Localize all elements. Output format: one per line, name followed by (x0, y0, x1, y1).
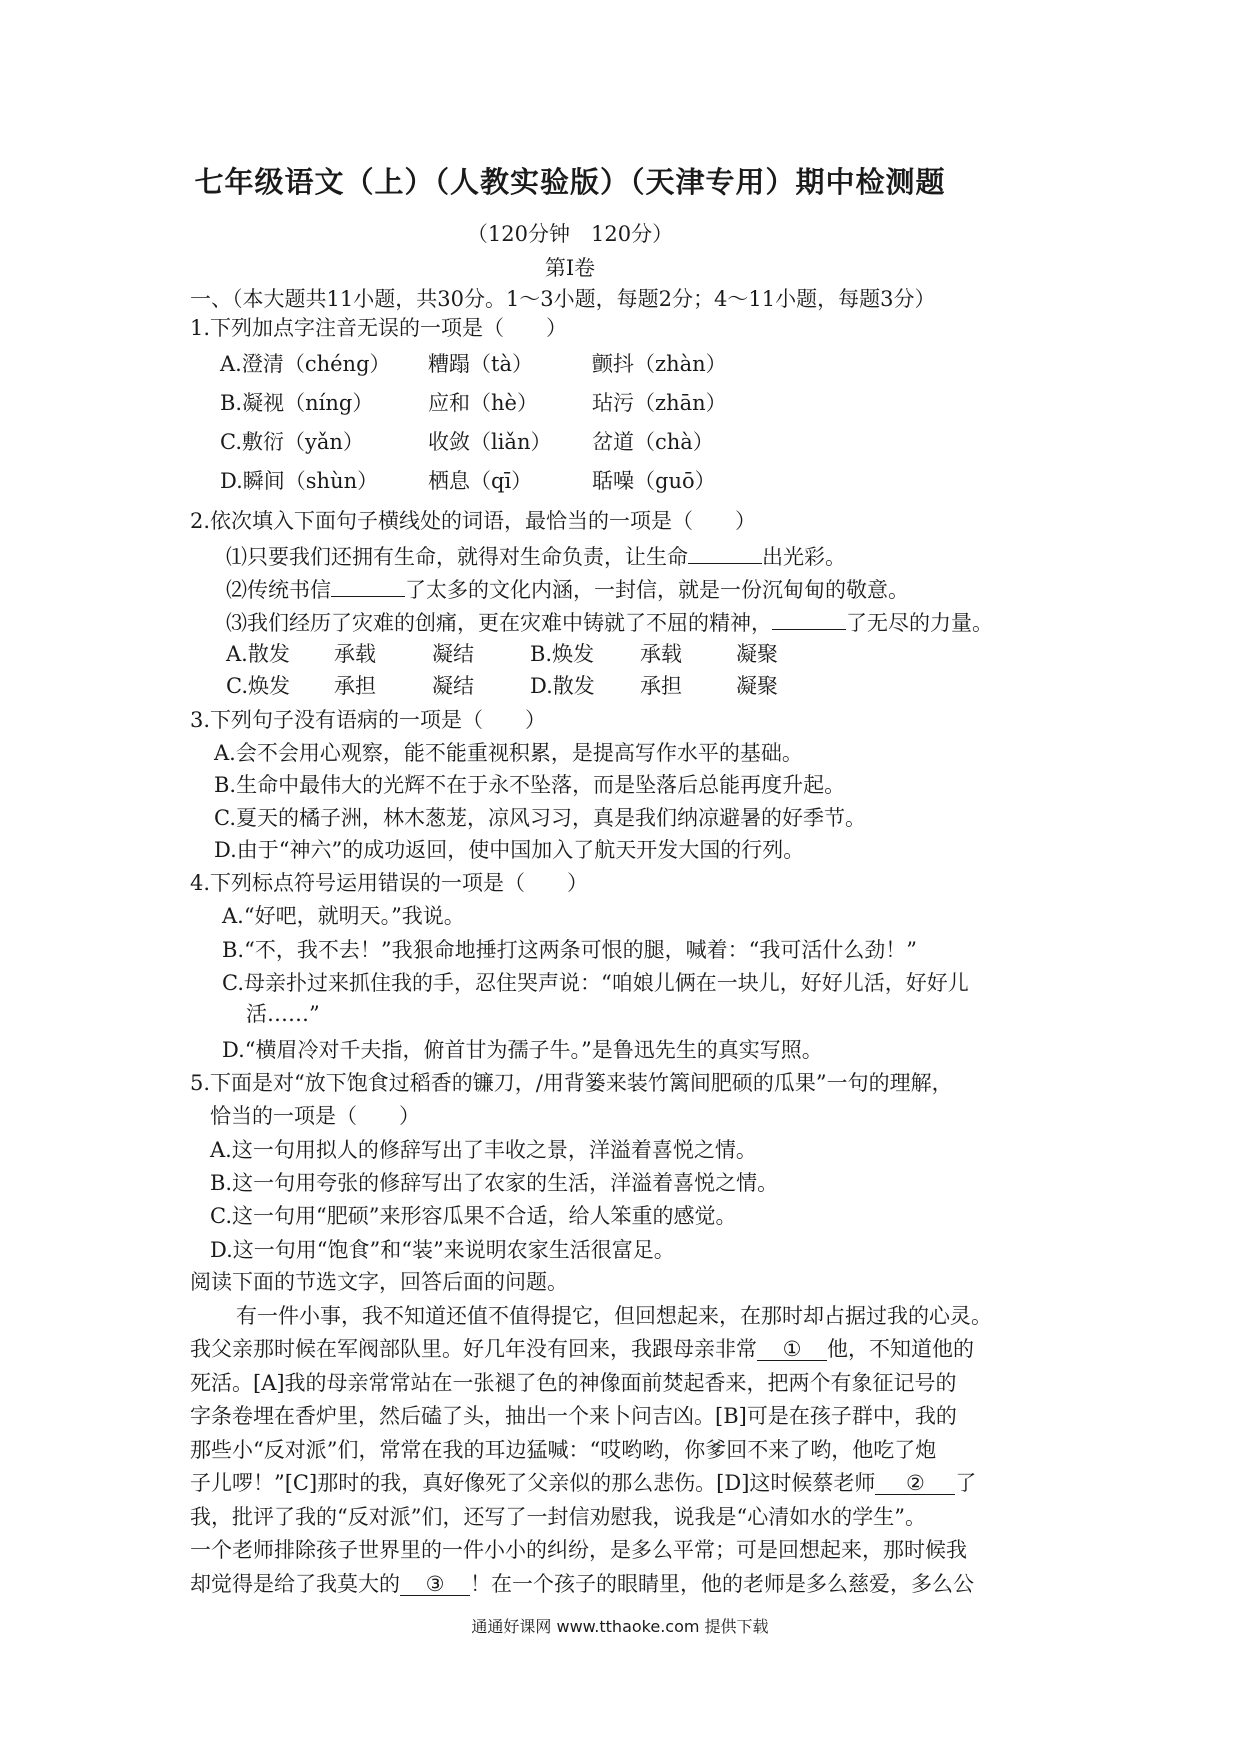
passage-line-8: 一个老师排除孩子世界里的一件小小的纠纷，是多么平常；可是回想起来，那时候我 (190, 1538, 967, 1562)
q2-opt-a1: A.散发 (226, 642, 290, 666)
fill-blank (688, 545, 762, 564)
page-footer: 通通好课网 www.tthaoke.com 提供下载 (471, 1617, 769, 1636)
q2-opt-d3: 凝聚 (736, 674, 778, 698)
q5-option-c: C.这一句用“肥硕”来形容瓜果不合适，给人笨重的感觉。 (210, 1204, 737, 1228)
q2-s3-before: ⑶我们经历了灾难的创痛，更在灾难中铸就了不屈的精神， (226, 611, 772, 635)
q2-opt-d1: D.散发 (530, 674, 595, 698)
q3-option-a: A.会不会用心观察，能不能重视积累，是提高写作水平的基础。 (214, 741, 803, 765)
blank-1: ① (757, 1339, 827, 1361)
q1-row-a-col2: 糟蹋（tà） (428, 352, 533, 376)
q3-option-d: D.由于“神六”的成功返回，使中国加入了航天开发大国的行列。 (214, 838, 805, 862)
blank-3: ③ (400, 1574, 470, 1596)
section-heading: 一、（本大题共11小题，共30分。1～3小题，每题2分；4～11小题，每题3分） (190, 287, 936, 311)
passage-line-2 (190, 1339, 974, 1361)
passage-text: 他，不知道他的 (827, 1337, 974, 1361)
q1-row-c-col1: C.敷衍（yǎn） (220, 430, 364, 454)
q2-opt-c2: 承担 (334, 674, 376, 698)
q2-s2-after: 了太多的文化内涵，一封信，就是一份沉甸甸的敬意。 (405, 578, 909, 602)
question-5-stem: 5.下面是对“放下饱食过稻香的镰刀，/用背篓来装竹篱间肥硕的瓜果”一句的理解， (190, 1071, 953, 1095)
q1-row-a-col1: A.澄清（chéng） (220, 352, 391, 376)
fill-blank (772, 611, 846, 630)
passage-text: 子儿啰！”[C]那时的我，真好像死了父亲似的那么悲伤。[D]这时候蔡老师 (190, 1471, 876, 1495)
fill-blank (331, 578, 405, 597)
passage-line-3: 死活。[A]我的母亲常常站在一张褪了色的神像面前焚起香来，把两个有象征记号的 (190, 1371, 957, 1395)
q5-option-d: D.这一句用“饱食”和“装”来说明农家生活很富足。 (210, 1238, 675, 1262)
q1-row-d-col3: 聒噪（guō） (592, 469, 716, 493)
q1-row-b-col1: B.凝视（níng） (220, 391, 374, 415)
q2-opt-b3: 凝聚 (736, 642, 778, 666)
passage-line-7: 我，批评了我的“反对派”们，还写了一封信劝慰我，说我是“心清如水的学生”。 (190, 1505, 926, 1529)
q1-row-c-col2: 收敛（liǎn） (428, 430, 552, 454)
q2-s3-after: 了无尽的力量。 (846, 611, 993, 635)
passage-line-1: 有一件小事，我不知道还值不值得提它，但回想起来，在那时却占据过我的心灵。 (236, 1304, 992, 1328)
q1-row-c-col3: 岔道（chà） (592, 430, 714, 454)
q2-s1-after: 出光彩。 (762, 545, 846, 569)
question-4-stem: 4.下列标点符号运用错误的一项是（ ） (190, 871, 589, 895)
q4-option-b: B.“不，我不去！”我狠命地捶打这两条可恨的腿，喊着：“我可活什么劲！” (222, 938, 918, 962)
q1-row-d-col2: 栖息（qī） (428, 469, 533, 493)
page-title: 七年级语文（上）（人教实验版）（天津专用）期中检测题 (194, 165, 946, 199)
passage-line-6 (190, 1473, 976, 1495)
q2-sentence-1 (226, 545, 846, 568)
q1-row-d-col1: D.瞬间（shùn） (220, 469, 379, 493)
passage-line-4: 字条卷埋在香炉里，然后磕了头，抽出一个来卜问吉凶。[B]可是在孩子群中，我的 (190, 1404, 957, 1428)
q3-option-b: B.生命中最伟大的光辉不在于永不坠落，而是坠落后总能再度升起。 (214, 773, 846, 797)
q2-opt-d2: 承担 (640, 674, 682, 698)
question-3-stem: 3.下列句子没有语病的一项是（ ） (190, 708, 547, 732)
passage-text: 我父亲那时候在军阀部队里。好几年没有回来，我跟母亲非常 (190, 1337, 757, 1361)
q5-option-a: A.这一句用拟人的修辞写出了丰收之景，洋溢着喜悦之情。 (210, 1138, 757, 1162)
q2-s1-before: ⑴只要我们还拥有生命，就得对生命负责，让生命 (226, 545, 688, 569)
q2-s2-before: ⑵传统书信 (226, 578, 331, 602)
q4-option-a: A.“好吧，就明天。”我说。 (222, 904, 465, 928)
reading-intro: 阅读下面的节选文字，回答后面的问题。 (190, 1270, 568, 1294)
q2-opt-c1: C.焕发 (226, 674, 290, 698)
passage-text: ！在一个孩子的眼睛里，他的老师是多么慈爱，多么公 (470, 1572, 974, 1596)
q2-opt-b1: B.焕发 (530, 642, 595, 666)
exam-duration-score: （120分钟 120分） (466, 222, 674, 246)
passage-line-9 (190, 1574, 974, 1596)
q4-option-c-cont: 活……” (246, 1002, 320, 1026)
q2-opt-a2: 承载 (334, 642, 376, 666)
blank-2: ② (875, 1473, 955, 1495)
q2-sentence-3 (226, 611, 993, 634)
q3-option-c: C.夏天的橘子洲，林木葱茏，凉风习习，真是我们纳凉避暑的好季节。 (214, 806, 866, 830)
question-1-stem: 1.下列加点字注音无误的一项是（ ） (190, 316, 568, 340)
q2-opt-c3: 凝结 (432, 674, 474, 698)
q1-row-b-col2: 应和（hè） (428, 391, 538, 415)
passage-line-5: 那些小“反对派”们，常常在我的耳边猛喊：“哎哟哟，你爹回不来了哟，他吃了炮 (190, 1438, 937, 1462)
q4-option-d: D.“横眉冷对千夫指，俯首甘为孺子牛。”是鲁迅先生的真实写照。 (222, 1038, 823, 1062)
question-2-stem: 2.依次填入下面句子横线处的词语，最恰当的一项是（ ） (190, 509, 757, 533)
q1-row-a-col3: 颤抖（zhàn） (592, 352, 727, 376)
passage-text: 却觉得是给了我莫大的 (190, 1572, 400, 1596)
q2-opt-a3: 凝结 (432, 642, 474, 666)
question-5-stem-cont: 恰当的一项是（ ） (210, 1104, 420, 1128)
q2-sentence-2 (226, 578, 909, 601)
q1-row-b-col3: 玷污（zhān） (592, 391, 727, 415)
passage-text: 了 (955, 1471, 977, 1495)
volume-label: 第Ⅰ卷 (544, 256, 596, 280)
q2-opt-b2: 承载 (640, 642, 682, 666)
q5-option-b: B.这一句用夸张的修辞写出了农家的生活，洋溢着喜悦之情。 (210, 1171, 779, 1195)
q4-option-c: C.母亲扑过来抓住我的手，忍住哭声说：“咱娘儿俩在一块儿，好好儿活，好好儿 (222, 971, 969, 995)
